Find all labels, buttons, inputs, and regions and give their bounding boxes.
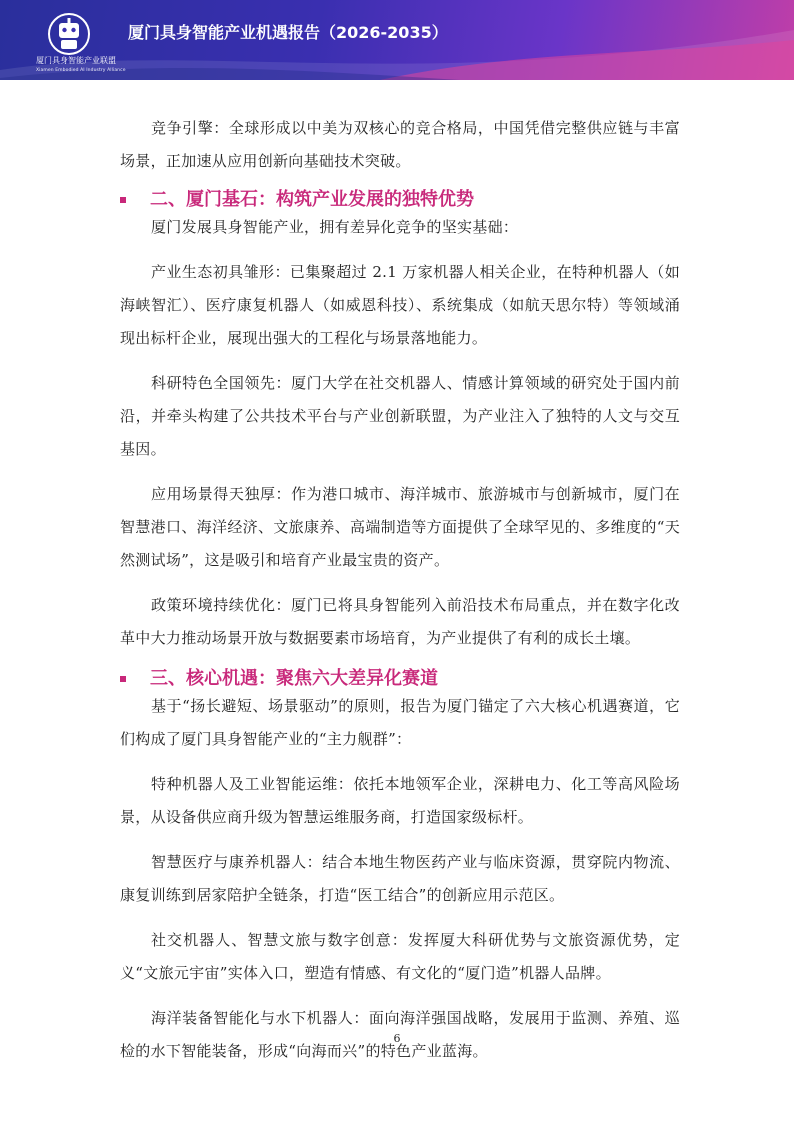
paragraph-policy: 政策环境持续优化：厦门已将具身智能列入前沿技术布局重点，并在数字化改革中大力推动场景开放与数据要素市场培育，为产业提供了有利的成长土壤。 (120, 596, 680, 647)
page-content (120, 112, 680, 1068)
logo-caption-en: Xiamen Embodied AI Industry Alliance (36, 68, 126, 73)
page-header (0, 0, 794, 80)
paragraph-special-robots: 特种机器人及工业智能运维：依托本地领军企业，深耕电力、化工等高风险场景，从设备供应商升级为智慧运维服务商，打造国家级标杆。 (120, 775, 680, 826)
paragraph-tracks-intro: 基于“扬长避短、场景驱动”的原则，报告为厦门锚定了六大核心机遇赛道，它们构成了厦门具身智能产业的“主力舰群”： (120, 697, 680, 748)
logo-caption-cn: 厦门具身智能产业联盟 (36, 56, 116, 65)
page-number: 6 (393, 1032, 401, 1045)
paragraph-scenarios: 应用场景得天独厚：作为港口城市、海洋城市、旅游城市与创新城市，厦门在智慧港口、海洋经济、文旅康养、高端制造等方面提供了全球罕见的、多维度的“天然测试场”，这是吸引和培育产业最宝贵的资产。 (120, 485, 680, 569)
section-heading-2-text: 二、厦门基石：构筑产业发展的独特优势 (150, 189, 474, 210)
heading-bullet-icon (120, 676, 126, 682)
paragraph-competition: 竞争引擎：全球形成以中美为双核心的竞合格局，中国凭借完整供应链与丰富场景，正加速从应用创新向基础技术突破。 (120, 119, 680, 170)
paragraph-ecosystem: 产业生态初具雏形：已集聚超过 2.1 万家机器人相关企业，在特种机器人（如海峡智汇）、医疗康复机器人（如威恩科技）、系统集成（如航天思尔特）等领域涌现出标杆企业，展现出强大的工程化与场景落地能力。 (120, 263, 680, 347)
section-heading-3-text: 三、核心机遇：聚焦六大差异化赛道 (150, 668, 438, 689)
heading-bullet-icon (120, 197, 126, 203)
section-heading-2 (120, 186, 680, 214)
report-title: 厦门具身智能产业机遇报告（2026-2035） (128, 23, 448, 42)
robot-logo-icon (46, 12, 92, 56)
logo-caption (36, 56, 156, 76)
paragraph-research: 科研特色全国领先：厦门大学在社交机器人、情感计算领域的研究处于国内前沿，并牵头构建了公共技术平台与产业创新联盟，为产业注入了独特的人文与交互基因。 (120, 374, 680, 458)
section-heading-3 (120, 665, 680, 693)
paragraph-medical-robots: 智慧医疗与康养机器人：结合本地生物医药产业与临床资源，贯穿院内物流、康复训练到居家陪护全链条，打造“医工结合”的创新应用示范区。 (120, 853, 680, 904)
paragraph-social-robots: 社交机器人、智慧文旅与数字创意：发挥厦大科研优势与文旅资源优势，定义“文旅元宇宙”实体入口，塑造有情感、有文化的“厦门造”机器人品牌。 (120, 931, 680, 982)
paragraph-intro: 厦门发展具身智能产业，拥有差异化竞争的坚实基础： (151, 218, 519, 236)
paragraph-marine-robots: 海洋装备智能化与水下机器人：面向海洋强国战略，发展用于监测、养殖、巡检的水下智能装备，形成“向海而兴”的特色产业蓝海。 (120, 1009, 680, 1060)
